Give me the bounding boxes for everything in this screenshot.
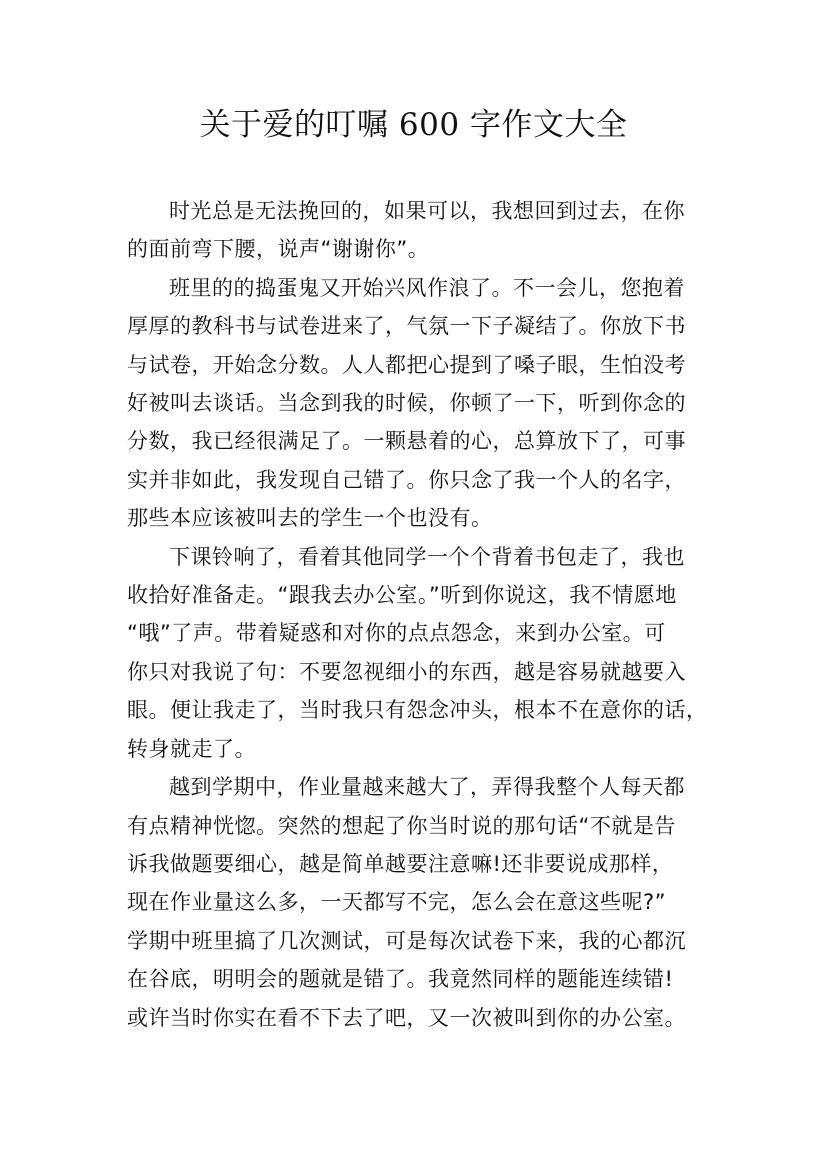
text-line: 与试卷，开始念分数。人人都把心提到了嗓子眼，生怕没考 (127, 352, 686, 377)
text-line: 班里的的捣蛋鬼又开始兴风作浪了。不一会儿，您抱着 (169, 275, 685, 300)
paragraph-1 (127, 192, 713, 269)
text-line: 转身就走了。 (127, 736, 256, 761)
document-title: 关于爱的叮嘱 600 字作文大全 (199, 107, 628, 143)
text-line: 的面前弯下腰，说声“谢谢你”。 (127, 237, 430, 262)
paragraph-3 (127, 538, 713, 768)
text-line: 好被叫去谈话。当念到我的时候，你顿了一下，听到你念的 (127, 391, 686, 416)
text-line: 眼。便让我走了，当时我只有怨念冲头，根本不在意你的话， (127, 698, 708, 723)
text-line: 收拾好准备走。“跟我去办公室。”听到你说这，我不情愿地 (127, 583, 677, 608)
text-line: 在谷底，明明会的题就是错了。我竟然同样的题能连续错! (127, 967, 674, 992)
text-line: 或许当时你实在看不下去了吧，又一次被叫到你的办公室。 (127, 1005, 686, 1030)
paragraph-4 (127, 768, 713, 1037)
text-line: 越到学期中，作业量越来越大了，弄得我整个人每天都 (169, 775, 685, 800)
text-line: 厚厚的教科书与试卷进来了，气氛一下子凝结了。你放下书 (127, 314, 686, 339)
text-line: 诉我做题要细心，越是简单越要注意嘛!还非要说成那样， (127, 851, 674, 876)
text-line: 实并非如此，我发现自己错了。你只念了我一个人的名字， (127, 467, 686, 492)
text-line: 那些本应该被叫去的学生一个也没有。 (127, 506, 493, 531)
text-line: 你只对我说了句：不要忽视细小的东西，越是容易就越要入 (127, 659, 686, 684)
text-line: 下课铃响了，看着其他同学一个个背着书包走了，我也 (169, 544, 685, 569)
document-body (127, 192, 713, 1037)
text-line: “哦”了声。带着疑惑和对你的点点怨念，来到办公室。可 (127, 621, 666, 646)
text-line: 分数，我已经很满足了。一颗悬着的心，总算放下了，可事 (127, 429, 686, 454)
text-line: 学期中班里搞了几次测试，可是每次试卷下来，我的心都沉 (127, 928, 686, 953)
text-line: 现在作业量这么多，一天都写不完，怎么会在意这些呢?” (127, 890, 667, 915)
paragraph-2 (127, 269, 713, 538)
text-line: 时光总是无法挽回的，如果可以，我想回到过去，在你 (169, 199, 685, 223)
text-line: 有点精神恍惚。突然的想起了你当时说的那句话“不就是告 (127, 813, 676, 838)
